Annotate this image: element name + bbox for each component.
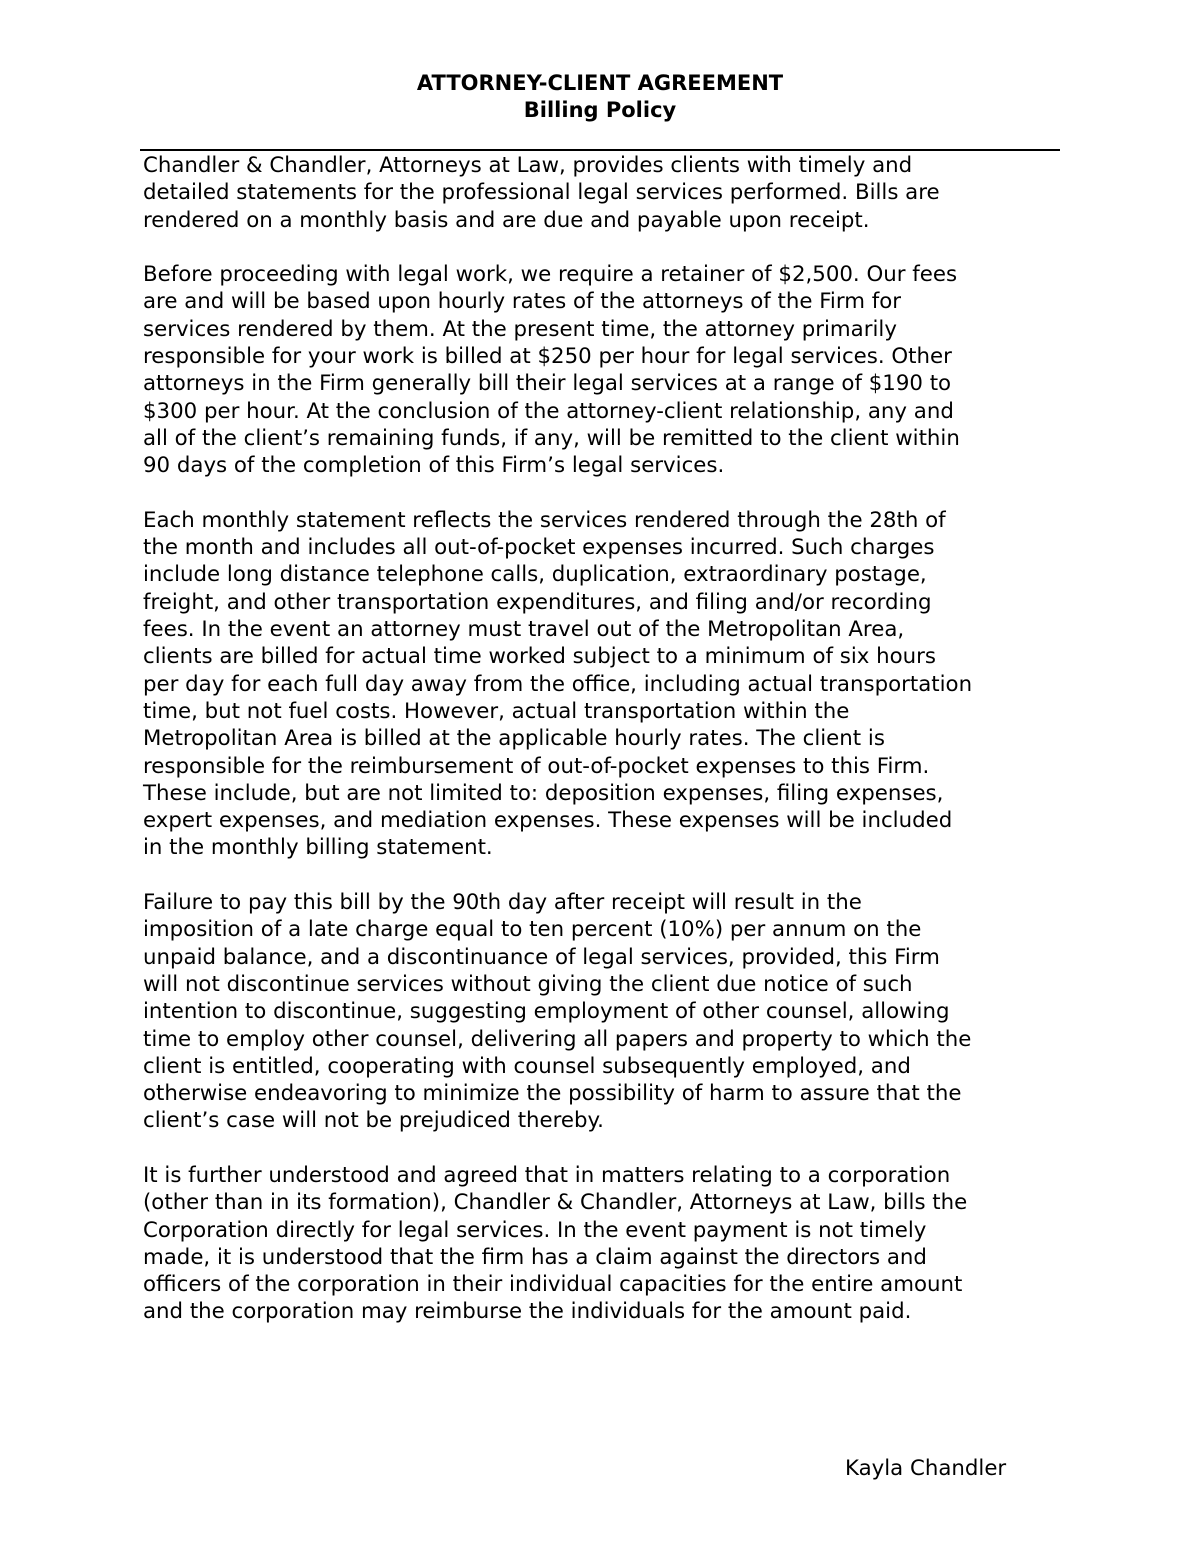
paragraph-line: detailed statements for the professional legal services performed. Bills are [143, 180, 940, 206]
paragraph-line: intention to discontinue, suggesting employment of other counsel, allowing [143, 999, 950, 1025]
signature-name: Kayla Chandler [845, 1456, 1007, 1481]
paragraph-line: rendered on a monthly basis and are due and payable upon receipt. [143, 207, 870, 233]
paragraph-line: Metropolitan Area is billed at the applicable hourly rates. The client is [143, 726, 885, 752]
document-title: ATTORNEY-CLIENT AGREEMENT [416, 71, 784, 95]
paragraph-line: include long distance telephone calls, duplication, extraordinary postage, [143, 562, 927, 588]
body-paragraph [143, 1162, 1073, 1326]
paragraph-line: 90 days of the completion of this Firm’s legal services. [143, 453, 725, 479]
body-paragraph [143, 889, 1073, 1135]
body-paragraph [143, 152, 1073, 234]
paragraph-line: per day for each full day away from the office, including actual transportation [143, 671, 973, 697]
paragraph-line: Failure to pay this bill by the 90th day after receipt will result in the [143, 890, 862, 916]
paragraph-line: all of the client’s remaining funds, if any, will be remitted to the client within [143, 425, 960, 451]
paragraph-line: the month and includes all out-of-pocket expenses incurred. Such charges [143, 535, 935, 561]
paragraph-line: otherwise endeavoring to minimize the possibility of harm to assure that the [143, 1081, 962, 1107]
document-header [0, 70, 1200, 124]
paragraph-line: will not discontinue services without giving the client due notice of such [143, 971, 913, 997]
paragraph-line: are and will be based upon hourly rates of the attorneys of the Firm for [143, 289, 902, 315]
document-body [143, 152, 1073, 1353]
paragraph-line: client is entitled, cooperating with counsel subsequently employed, and [143, 1053, 911, 1079]
paragraph-line: Before proceeding with legal work, we require a retainer of $2,500. Our fees [143, 262, 958, 288]
paragraph-line: made, it is understood that the firm has a claim against the directors and [143, 1244, 927, 1270]
document-subtitle: Billing Policy [523, 98, 677, 122]
paragraph-line: $300 per hour. At the conclusion of the attorney-client relationship, any and [143, 398, 954, 424]
paragraph-line: officers of the corporation in their individual capacities for the entire amount [143, 1272, 963, 1298]
paragraph-line: (other than in its formation), Chandler & Chandler, Attorneys at Law, bills the [143, 1190, 968, 1216]
paragraph-line: expert expenses, and mediation expenses. These expenses will be included [143, 808, 953, 834]
paragraph-line: It is further understood and agreed that in matters relating to a corporation [143, 1162, 951, 1188]
paragraph-line: client’s case will not be prejudiced thereby. [143, 1108, 604, 1134]
paragraph-line: responsible for your work is billed at $250 per hour for legal services. Other [143, 344, 952, 370]
paragraph-line: time, but not fuel costs. However, actual transportation within the [143, 698, 850, 724]
paragraph-line: attorneys in the Firm generally bill their legal services at a range of $190 to [143, 371, 952, 397]
body-paragraph [143, 507, 1073, 862]
paragraph-line: clients are billed for actual time worked subject to a minimum of six hours [143, 644, 937, 670]
paragraph-line: fees. In the event an attorney must travel out of the Metropolitan Area, [143, 617, 905, 643]
paragraph-line: Chandler & Chandler, Attorneys at Law, provides clients with timely and [143, 153, 913, 178]
paragraph-line: These include, but are not limited to: deposition expenses, filing expenses, [143, 780, 944, 806]
paragraph-line: time to employ other counsel, delivering all papers and property to which the [143, 1026, 972, 1052]
paragraph-line: and the corporation may reimburse the individuals for the amount paid. [143, 1299, 912, 1325]
paragraph-line: services rendered by them. At the present time, the attorney primarily [143, 316, 897, 342]
paragraph-line: in the monthly billing statement. [143, 835, 493, 861]
paragraph-line: unpaid balance, and a discontinuance of legal services, provided, this Firm [143, 944, 940, 970]
paragraph-line: Each monthly statement reflects the services rendered through the 28th of [143, 507, 946, 533]
header-divider [140, 149, 1060, 151]
body-paragraph [143, 261, 1073, 479]
paragraph-line: responsible for the reimbursement of out-of-pocket expenses to this Firm. [143, 753, 930, 779]
paragraph-line: imposition of a late charge equal to ten percent (10%) per annum on the [143, 917, 922, 943]
paragraph-line: Corporation directly for legal services. In the event payment is not timely [143, 1217, 927, 1243]
paragraph-line: freight, and other transportation expenditures, and filing and/or recording [143, 589, 932, 615]
